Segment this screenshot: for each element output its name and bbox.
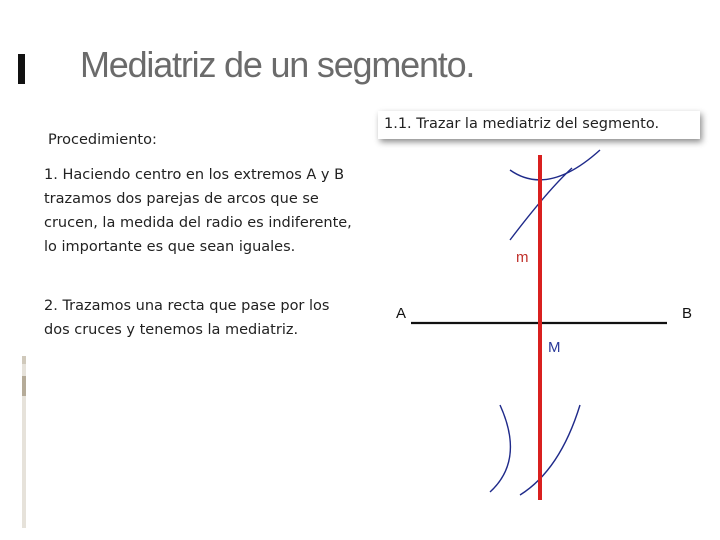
step-2-text: 2. Trazamos una recta que pase por los dos cruces y tenemos la mediatriz. bbox=[44, 298, 330, 338]
slide-title: Mediatriz de un segmento. bbox=[80, 44, 475, 85]
construction-arc-bottom-left bbox=[490, 405, 510, 492]
midpoint-label: M bbox=[548, 339, 561, 356]
procedure-label: Procedimiento: bbox=[48, 132, 157, 148]
bisector-label: m bbox=[516, 249, 529, 266]
step-1-text: 1. Haciendo centro en los extremos A y B trazamos dos parejas de arcos que se crucen, la medida del radio es indiferente, lo importante es que sean iguales. bbox=[44, 167, 352, 255]
point-a-label: A bbox=[396, 305, 407, 322]
construction-arc-top-left bbox=[510, 150, 600, 180]
point-b-label: B bbox=[682, 305, 693, 322]
figure-caption: 1.1. Trazar la mediatriz del segmento. bbox=[378, 111, 700, 139]
construction-arc-bottom-right bbox=[520, 405, 580, 495]
